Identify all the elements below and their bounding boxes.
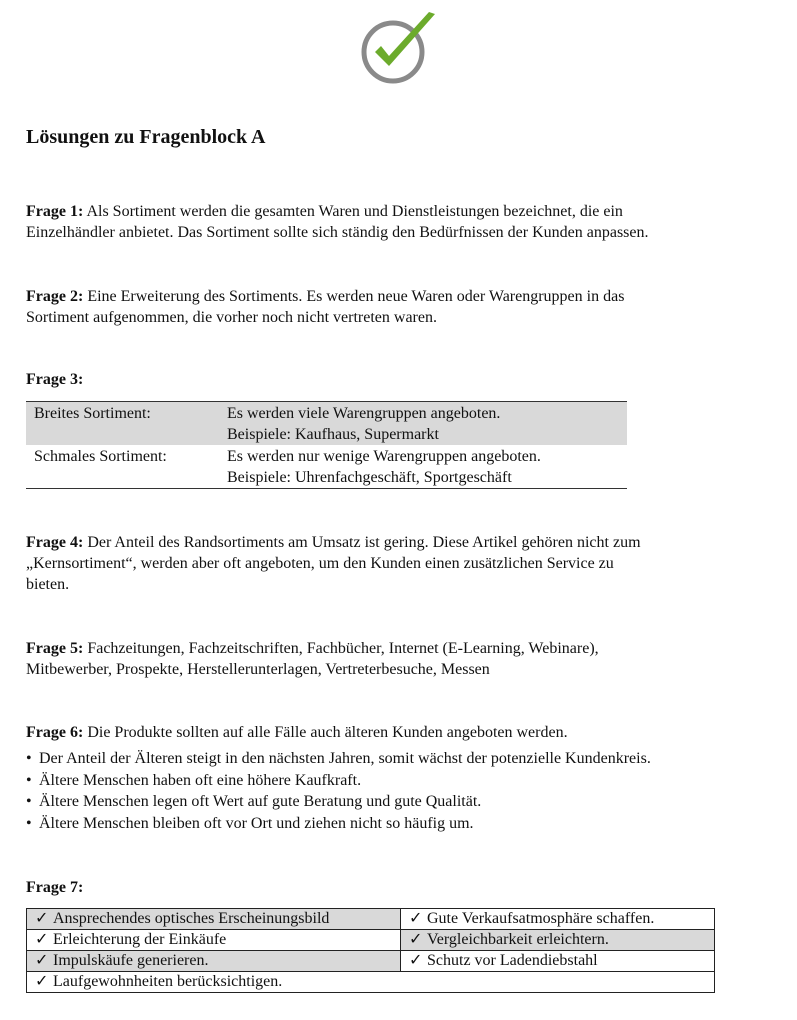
- table-desc: [219, 445, 627, 489]
- table-term: Breites Sortiment:: [26, 402, 219, 446]
- checkmark-icon: ✓: [409, 910, 423, 927]
- question-label: Frage 2:: [26, 288, 84, 305]
- question-7-label: Frage 7:: [26, 879, 84, 896]
- answer-text: „Kernsortiment“, werden aber oft angeboten, um den Kunden einen zusätzlichen Service zu: [26, 555, 614, 572]
- checkmark-circle-icon: [351, 8, 439, 84]
- question-5: [26, 638, 761, 680]
- checklist-cell: [401, 909, 715, 930]
- checkmark-icon: ✓: [409, 931, 423, 948]
- answer-text: Der Anteil des Randsortiments am Umsatz ist gering. Diese Artikel gehören nicht zum: [87, 534, 641, 551]
- answer-text: bieten.: [26, 576, 70, 593]
- desc-line: Es werden viele Warengruppen angeboten.: [227, 405, 501, 422]
- checkmark-icon: ✓: [35, 973, 49, 990]
- checklist-text: Ansprechendes optisches Erscheinungsbild: [53, 910, 330, 927]
- table-desc: [219, 402, 627, 446]
- checklist-cell: [27, 930, 401, 951]
- checkmark-icon: ✓: [35, 952, 49, 969]
- checklist-text: Gute Verkaufsatmosphäre schaffen.: [427, 910, 655, 927]
- answer-text: Eine Erweiterung des Sortiments. Es werden neue Waren oder Warengruppen in das: [87, 288, 625, 305]
- question-3-label: Frage 3:: [26, 371, 84, 388]
- question-label: Frage 5:: [26, 640, 84, 657]
- answer-text: Die Produkte sollten auf alle Fälle auch älteren Kunden angeboten werden.: [87, 724, 568, 741]
- table-term: Schmales Sortiment:: [34, 448, 167, 465]
- desc-line: Beispiele: Uhrenfachgeschäft, Sportgeschäft: [227, 469, 512, 486]
- checklist-text: Vergleichbarkeit erleichtern.: [427, 931, 609, 948]
- checklist-cell: [27, 951, 401, 972]
- checklist-text: Schutz vor Ladendiebstahl: [427, 952, 598, 969]
- checklist-text: Laufgewohnheiten berücksichtigen.: [53, 973, 283, 990]
- checklist-cell: [401, 951, 715, 972]
- table-row: [27, 951, 715, 972]
- answer-text: Mitbewerber, Prospekte, Herstellerunterlagen, Vertreterbesuche, Messen: [26, 661, 490, 678]
- question-1: [26, 201, 761, 243]
- checklist-text: Erleichterung der Einkäufe: [53, 931, 227, 948]
- checkmark-icon: ✓: [409, 952, 423, 969]
- page-title: Lösungen zu Fragenblock A: [26, 126, 266, 148]
- question-label: Frage 4:: [26, 534, 84, 551]
- desc-line: Es werden nur wenige Warengruppen angeboten.: [227, 448, 541, 465]
- answer-text: Sortiment aufgenommen, die vorher noch nicht vertreten waren.: [26, 309, 437, 326]
- reasons-list: [26, 748, 651, 834]
- list-item: • Ältere Menschen bleiben oft vor Ort und ziehen nicht so häufig um.: [26, 813, 651, 835]
- table-row: [26, 402, 627, 446]
- question-label: Frage 6:: [26, 724, 84, 741]
- question-6: [26, 722, 761, 743]
- answer-text: Fachzeitungen, Fachzeitschriften, Fachbücher, Internet (E-Learning, Webinare),: [87, 640, 599, 657]
- table-row: [26, 445, 627, 489]
- table-row: [27, 930, 715, 951]
- checklist-table: [26, 908, 715, 993]
- checklist-text: Impulskäufe generieren.: [53, 952, 209, 969]
- list-item: • Ältere Menschen haben oft eine höhere Kaufkraft.: [26, 770, 651, 792]
- answer-text: Einzelhändler anbietet. Das Sortiment sollte sich ständig den Bedürfnissen der Kunden anpassen.: [26, 224, 649, 241]
- question-2: [26, 286, 761, 328]
- question-label: Frage 1:: [26, 203, 84, 220]
- checklist-cell: [401, 930, 715, 951]
- desc-line: Beispiele: Kaufhaus, Supermarkt: [227, 426, 439, 443]
- sortiment-table: [26, 401, 627, 489]
- table-row: [27, 972, 715, 993]
- checklist-cell: [27, 909, 401, 930]
- checklist-cell: [27, 972, 715, 993]
- question-4: [26, 532, 761, 595]
- checkmark-icon: ✓: [35, 931, 49, 948]
- answer-text: Als Sortiment werden die gesamten Waren und Dienstleistungen bezeichnet, die ein: [86, 203, 623, 220]
- checkmark-icon: ✓: [35, 910, 49, 927]
- list-item: • Der Anteil der Älteren steigt in den nächsten Jahren, somit wächst der potenzielle Kundenkreis.: [26, 748, 651, 770]
- list-item: • Ältere Menschen legen oft Wert auf gute Beratung und gute Qualität.: [26, 791, 651, 813]
- table-row: [27, 909, 715, 930]
